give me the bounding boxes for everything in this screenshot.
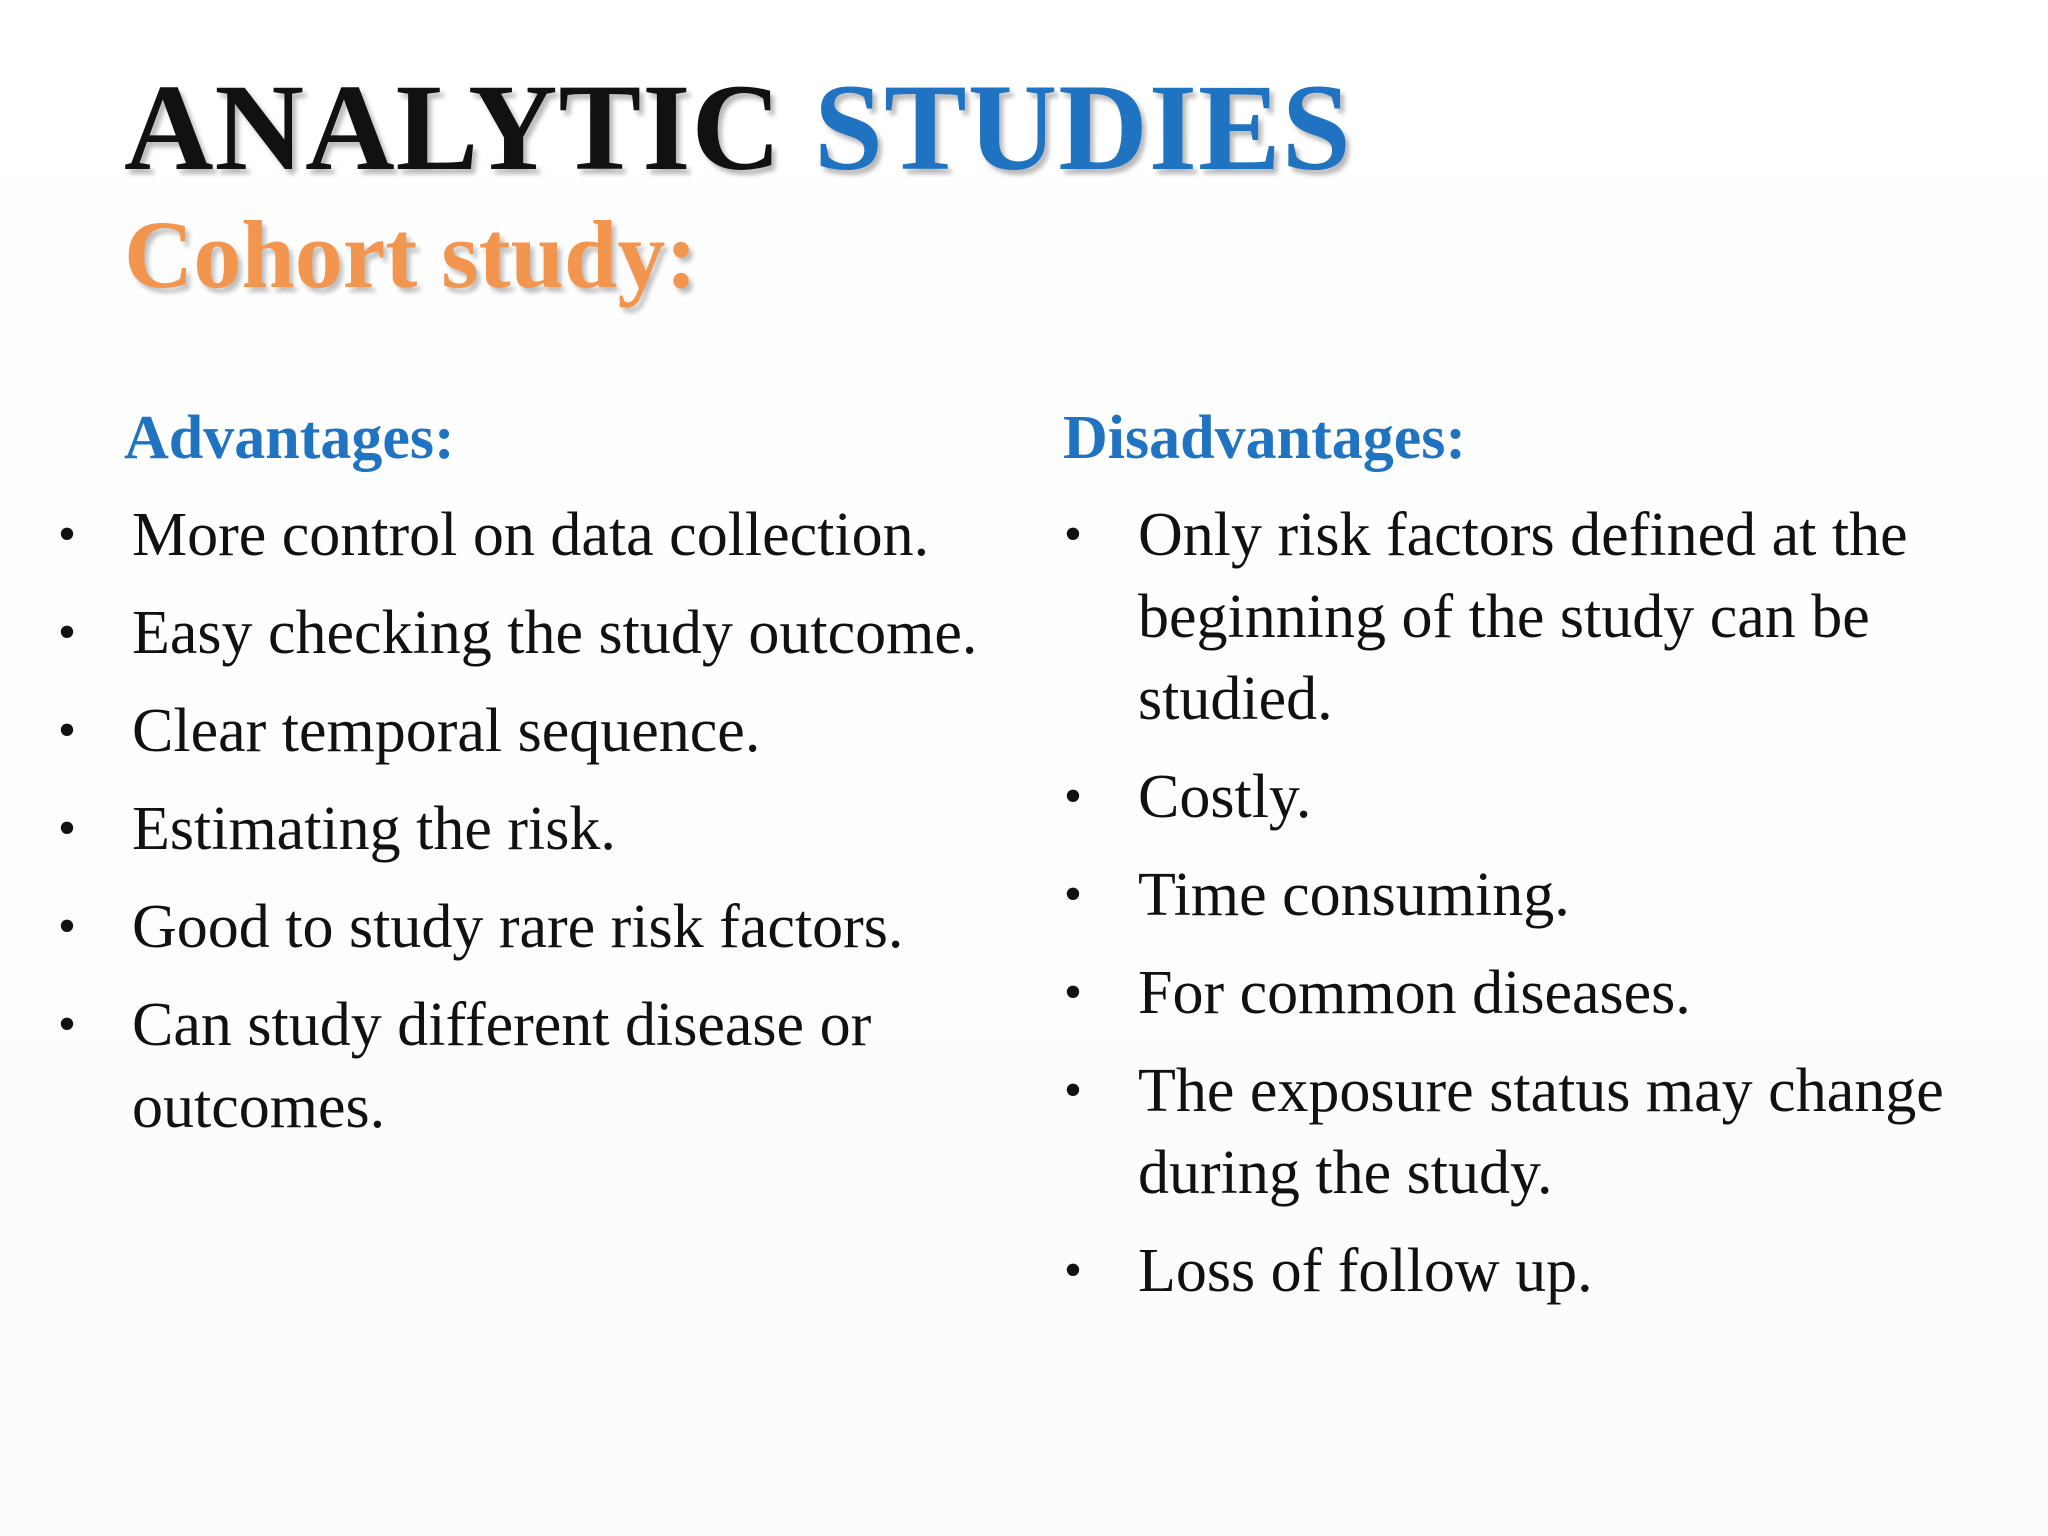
advantage-item bbox=[52, 592, 1012, 674]
disadvantage-text: The exposure status may change during the study. bbox=[1138, 1057, 1944, 1207]
bullet-icon: • bbox=[57, 996, 77, 1053]
advantage-item bbox=[52, 494, 1012, 576]
disadvantages-column bbox=[1058, 396, 2018, 1328]
slide-subtitle: Cohort study: bbox=[124, 201, 698, 308]
advantage-text: Can study different disease or outcomes. bbox=[132, 991, 872, 1141]
bullet-icon: • bbox=[1063, 768, 1083, 825]
disadvantage-item bbox=[1058, 952, 2018, 1034]
bullet-icon: • bbox=[57, 604, 77, 661]
disadvantage-item bbox=[1058, 1050, 2018, 1214]
bullet-icon: • bbox=[1063, 1062, 1083, 1119]
bullet-icon: • bbox=[1063, 1242, 1083, 1299]
bullet-icon: • bbox=[57, 506, 77, 563]
advantage-text: Clear temporal sequence. bbox=[132, 697, 761, 765]
disadvantage-item bbox=[1058, 1230, 2018, 1312]
title-word-analytic: ANALYTIC bbox=[124, 59, 783, 196]
advantage-item bbox=[52, 886, 1012, 968]
advantage-item bbox=[52, 788, 1012, 870]
disadvantage-item bbox=[1058, 756, 2018, 838]
disadvantage-item bbox=[1058, 494, 2018, 740]
advantage-item bbox=[52, 690, 1012, 772]
bullet-icon: • bbox=[1063, 964, 1083, 1021]
disadvantage-text: Loss of follow up. bbox=[1138, 1237, 1593, 1305]
disadvantages-list bbox=[1058, 494, 2018, 1312]
disadvantage-text: For common diseases. bbox=[1138, 959, 1691, 1027]
disadvantage-text: Costly. bbox=[1138, 763, 1312, 831]
title-word-studies: STUDIES bbox=[814, 59, 1352, 196]
advantage-text: Easy checking the study outcome. bbox=[132, 599, 978, 667]
disadvantage-text: Only risk factors defined at the beginning of the study can be studied. bbox=[1138, 501, 1908, 733]
bullet-icon: • bbox=[57, 800, 77, 857]
bullet-icon: • bbox=[1063, 866, 1083, 923]
advantages-list bbox=[52, 494, 1012, 1148]
bullet-icon: • bbox=[57, 702, 77, 759]
advantage-item bbox=[52, 984, 1012, 1148]
disadvantages-heading: Disadvantages: bbox=[1063, 404, 1467, 472]
bullet-icon: • bbox=[1063, 506, 1083, 563]
disadvantage-text: Time consuming. bbox=[1138, 861, 1570, 929]
advantages-heading: Advantages: bbox=[124, 404, 455, 472]
slide-title bbox=[124, 58, 1352, 198]
disadvantage-item bbox=[1058, 854, 2018, 936]
advantage-text: Good to study rare risk factors. bbox=[132, 893, 904, 961]
advantages-column bbox=[52, 396, 1012, 1164]
bullet-icon: • bbox=[57, 898, 77, 955]
advantage-text: Estimating the risk. bbox=[132, 795, 616, 863]
advantage-text: More control on data collection. bbox=[132, 501, 930, 569]
